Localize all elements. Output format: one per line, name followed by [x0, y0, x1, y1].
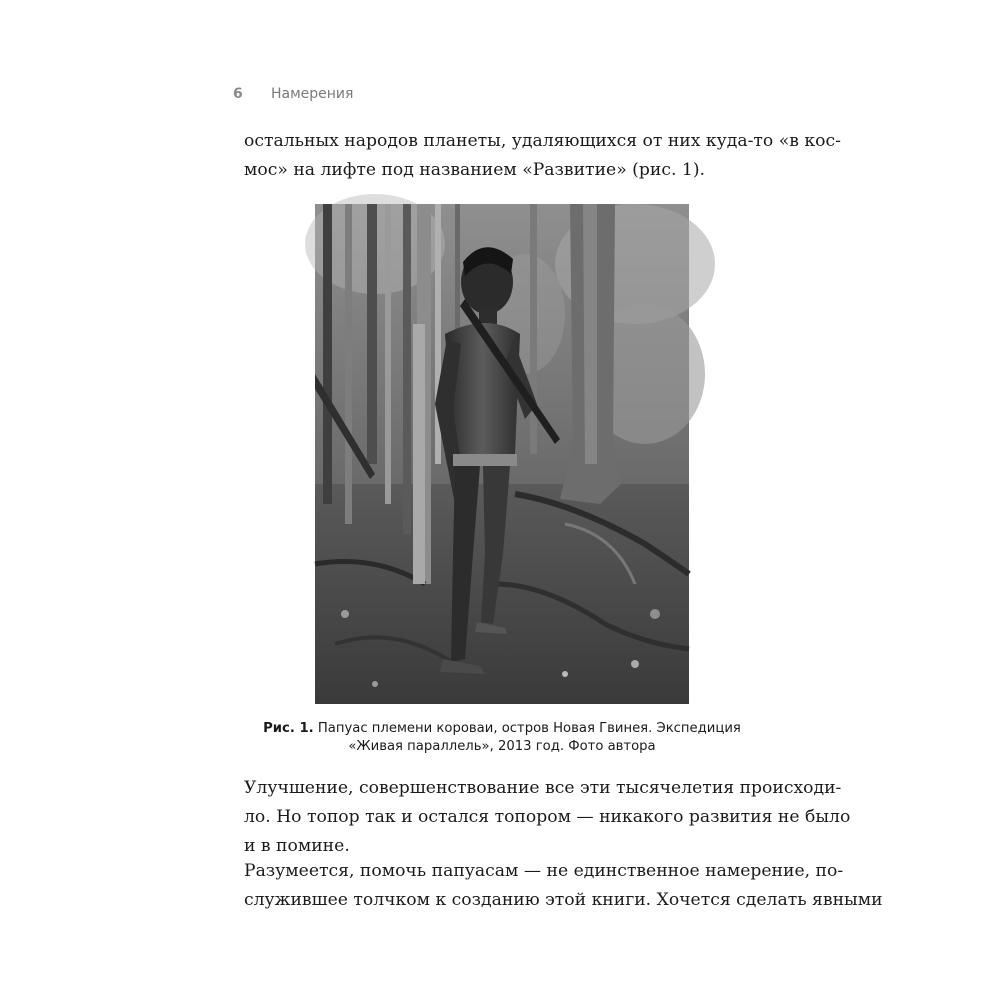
- paragraph: [244, 857, 883, 915]
- text-line: ло. Но топор так и остался топором — никакого развития не было: [244, 807, 851, 827]
- paragraph: [244, 774, 851, 861]
- caption-line: «Живая параллель», 2013 год. Фото автора: [348, 739, 656, 754]
- text-line: Разумеется, помочь папуасам — не единственное намерение, по-: [244, 861, 844, 881]
- caption-line: [244, 720, 760, 738]
- photo-man-in-jungle: [315, 204, 689, 704]
- text-line: остальных народов планеты, удаляющихся от них куда-то «в кос-: [244, 131, 841, 151]
- figure-caption: [244, 720, 760, 756]
- page-number: 6: [233, 86, 243, 102]
- figure-photo: [315, 204, 689, 704]
- caption-text: Папуас племени короваи, остров Новая Гвинея. Экспедиция: [317, 721, 741, 736]
- running-head: [233, 86, 353, 102]
- text-line: мос» на лифте под названием «Развитие» (рис. 1).: [244, 160, 705, 180]
- text-line: и в помине.: [244, 836, 350, 856]
- paragraph: [244, 127, 841, 185]
- caption-label: Рис. 1.: [263, 721, 314, 736]
- text-line: служившее толчком к созданию этой книги. Хочется сделать явными: [244, 890, 883, 910]
- section-title: Намерения: [271, 86, 354, 102]
- text-line: Улучшение, совершенствование все эти тысячелетия происходи-: [244, 778, 842, 798]
